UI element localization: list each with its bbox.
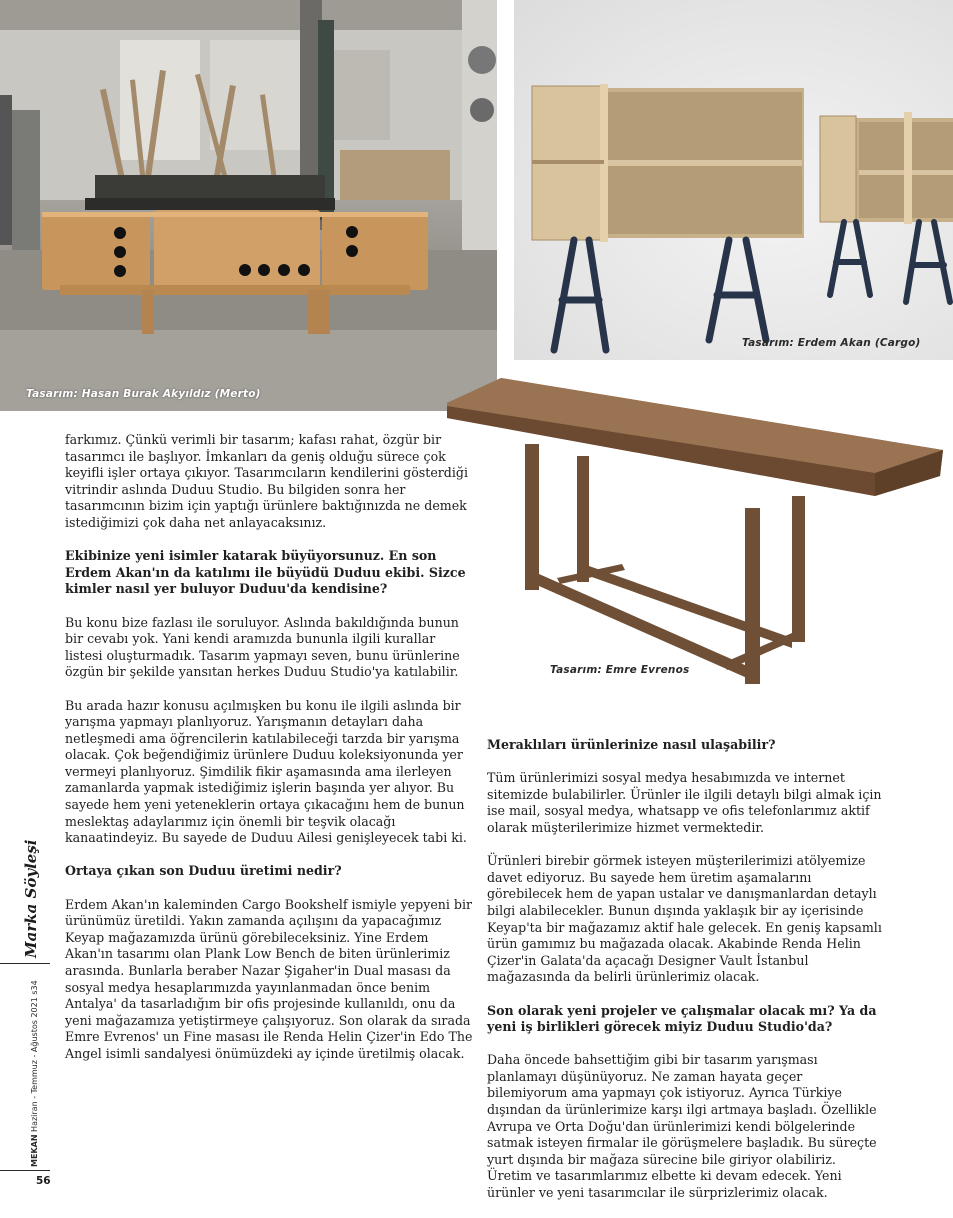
paragraph: Ürünleri birebir görmek isteyen müşterilerimizi atölyemize davet ediyoruz. Bu sayede hem üretim aşamalarını görebilecek hem de yapan ustalar ve danışmanlardan detaylı bilgi alabilecekler. Bunun dışında yaklaşık bir ay içerisinde Keyap'ta bir mağazamız aktif hale gelecek. En geniş kapsamlı ürün gamımız bu mağazada olacak. Akabinde Renda Helin Çizer'in Galata'da açacağı Designer Vault İstanbul mağazasında da belirli ürünlerimiz olacak. xyxy=(487,853,882,985)
paragraph: farkımız. Çünkü verimli bir tasarım; kafası rahat, özgür bir tasarımcı ile başlıyor. İmkanları da geniş olduğu sürece çok keyifli işler ortaya çıkıyor. Tasarımcıların kendilerini gösterdiği vitrindir aslında Duduu Studio. Bu bilgiden sonra her tasarımcının bizim için yaptığı ürünlere baktığınızda ne demek istediğimizi çok daha net anlayacaksınız. xyxy=(65,432,468,530)
magazine-name: MEKAN xyxy=(30,1134,39,1167)
paragraph: Tüm ürünlerimizi sosyal medya hesabımızda ve internet sitemizde bulabilirler. Ürünler ile ilgili detaylı bilgi almak için ise mail, sosyal medya, whatsapp ve ofis telefonlarımız aktif olarak müşterilerimize hizmet vermektedir. xyxy=(487,770,882,835)
paragraph: Erdem Akan'ın kaleminden Cargo Bookshelf ismiyle yepyeni bir ürünümüz üretildi. Yakın zamanda açılışını da yapacağımız Keyap mağazamızda ürünü görebileceksiniz. Yine Erdem Akan'ın tasarımı olan Plank Low Bench de biten ürünlerimiz arasında. Bunlarla beraber Nazar Şigaher'in Dual masası da sosyal medya hesaplarımızda yayınlanmadan önce benim Antalya' da tasarladığım bir ofis projesinde kullanıldı, onu da yeni mağazamıza yetiştirmeye çalışıyoruz. Son olarak da sırada Emre Evrenos' un Fine masası ile Renda Helin Çizer'in Edo The Angel isimli sandalyesi önümüzdeki ay içinde üretilmiş olacak. xyxy=(65,896,473,1061)
question: Ortaya çıkan son Duduu üretimi nedir? xyxy=(65,863,342,879)
divider xyxy=(0,963,50,964)
table-photo xyxy=(447,378,953,688)
cargo-photo xyxy=(514,0,953,360)
section-title: Marka Söyleşi xyxy=(22,839,40,958)
question: Son olarak yeni projeler ve çalışmalar olacak mı? Ya da yeni iş birlikleri görecek miyiz Duduu Studio'da? xyxy=(487,1002,877,1035)
table-caption: Tasarım: Emre Evrenos xyxy=(550,664,690,676)
question: Ekibinize yeni isimler katarak büyüyorsunuz. En son Erdem Akan'ın da katılımı ile büyüdü Duduu ekibi. Sizce kimler nasıl yer buluyor Duduu'da kendisine? xyxy=(65,548,466,597)
issue-date: Haziran - Temmuz - Ağustos 2021 s34 xyxy=(30,980,39,1132)
workshop-photo xyxy=(0,0,497,411)
page-number: 56 xyxy=(36,1175,51,1187)
cargo-illustration xyxy=(514,0,953,360)
cargo-caption: Tasarım: Erdem Akan (Cargo) xyxy=(742,337,921,349)
table-illustration xyxy=(447,378,953,688)
divider xyxy=(0,1170,50,1171)
workshop-illustration xyxy=(0,0,497,411)
right-column xyxy=(487,737,885,1218)
issue-info xyxy=(30,980,39,1167)
paragraph: Bu konu bize fazlası ile soruluyor. Aslında bakıldığında bunun bir cevabı yok. Yani kendi aramızda bununla ilgili kurallar listesi oluşturmadık. Tasarım yapmayı seven, bunu ürünlerine özgün bir şekilde yansıtan herkes Duduu Studio'ya katılabilir. xyxy=(65,614,460,680)
left-column xyxy=(65,432,473,1079)
question: Meraklıları ürünlerinize nasıl ulaşabilir? xyxy=(487,737,776,752)
paragraph: Bu arada hazır konusu açılmışken bu konu ile ilgili aslında bir yarışma yapmayı planlıyoruz. Yarışmanın detayları daha netleşmedi ama öğrencilerin katılabileceği tarzda bir yarışma olacak. Çok beğendiğimiz ürünlere Duduu koleksiyonunda yer vermeyi planlıyoruz. Şimdilik fikir aşamasında ama ilerleyen zamanlarda yapmak istediğimiz işlerin başında yer alıyor. Bu sayede hem yeni yeteneklerin ortaya çıkacağını hem de bunun meslektaş adaylarımız için önemli bir teşvik olacağı kanaatindeyiz. Bu sayede de Duduu Ailesi genişleyecek tabi ki. xyxy=(65,697,467,846)
workshop-caption: Tasarım: Hasan Burak Akyıldız (Merto) xyxy=(26,388,261,400)
paragraph: Daha öncede bahsettiğim gibi bir tasarım yarışması planlamayı düşünüyoruz. Ne zaman hayata geçer bilemiyorum ama yapmayı çok istiyoruz. Ayrıca Türkiye dışından da ürünlerimize karşı ilgi artmaya başladı. Özellikle Avrupa ve Orta Doğu'dan ürünlerimizi kendi bölgelerinde satmak isteyen firmalar ile görüşmelere başladık. Bu süreçte yurt dışında bir mağaza sürecine bile giriyor olabiliriz. Üretim ve tasarımlarımız elbette ki devam edecek. Yeni ürünler ve yeni tasarımcılar ile sürprizlerimiz olacak. xyxy=(487,1052,877,1201)
